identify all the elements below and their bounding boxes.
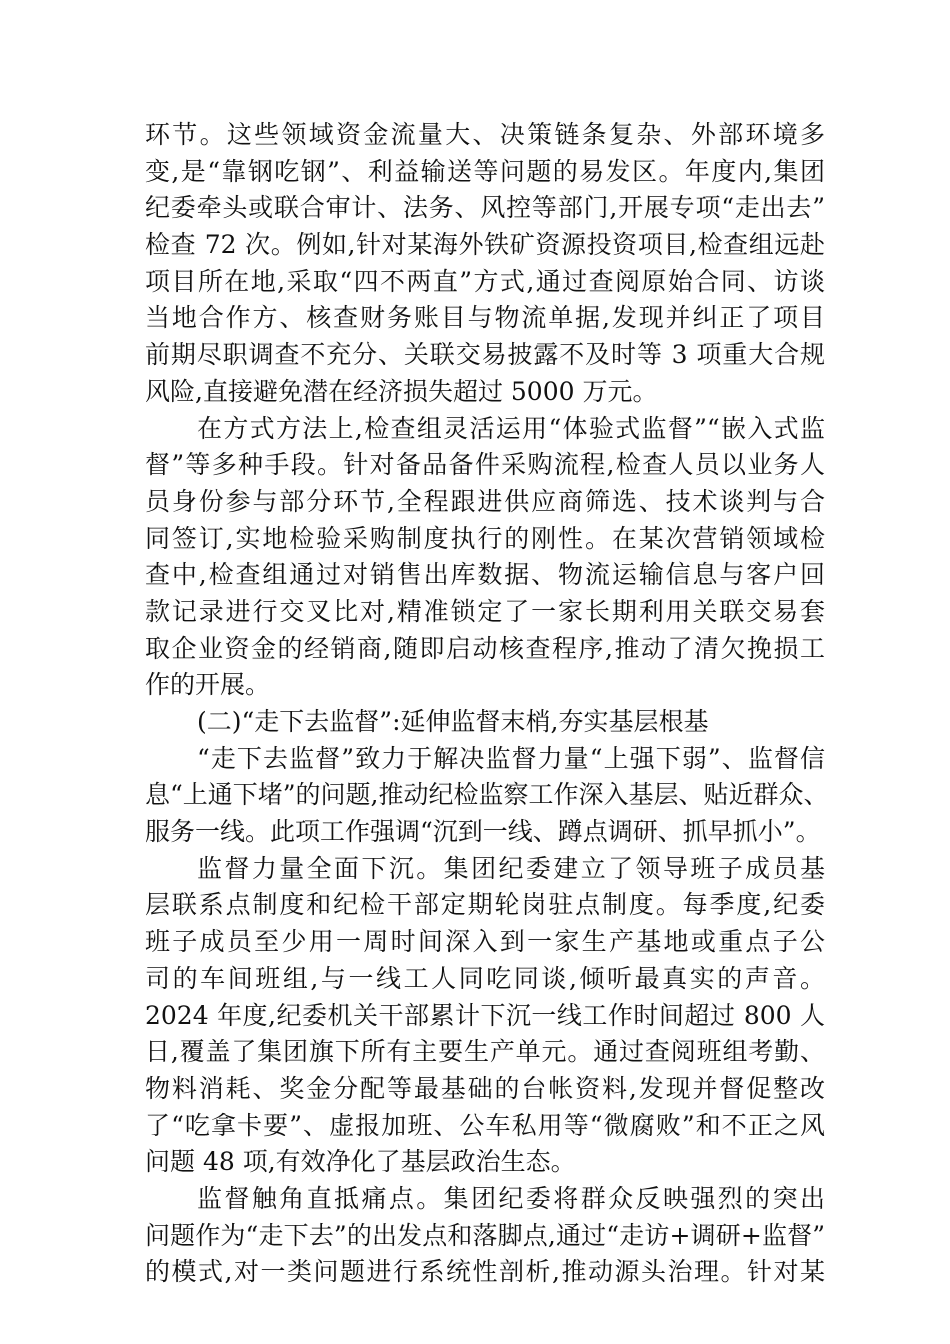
text-line: 作的开展。: [145, 670, 271, 700]
text-line: 服务一线。此项工作强调“沉到一线、蹲点调研、抓早抓小”。: [145, 817, 821, 847]
text-line: 项目所在地,采取“四不两直”方式,通过查阅原始合同、访谈: [145, 266, 825, 296]
text-line: 司的车间班组,与一线工人同吃同谈,倾听最真实的声音。: [145, 963, 825, 993]
text-line: 息“上通下堵”的问题,推动纪检监察工作深入基层、贴近群众、: [145, 780, 829, 810]
text-line: 2024 年度,纪委机关干部累计下沉一线工作时间超过 800 人: [145, 1000, 825, 1030]
text-line: 问题 48 项,有效净化了基层政治生态。: [145, 1147, 576, 1177]
text-line: 环节。这些领域资金流量大、决策链条复杂、外部环境多: [145, 120, 825, 149]
text-line: 的模式,对一类问题进行系统性剖析,推动源头治理。针对某: [145, 1257, 825, 1287]
text-line: 风险,直接避免潜在经济损失超过 5000 万元。: [145, 376, 658, 406]
text-line: 取企业资金的经销商,随即启动核查程序,推动了清欠挽损工: [145, 633, 825, 663]
text-line: 层联系点制度和纪检干部定期轮岗驻点制度。每季度,纪委: [145, 890, 825, 920]
text-line: 款记录进行交叉比对,精准锁定了一家长期利用关联交易套: [145, 596, 825, 626]
text-line: 前期尽职调查不充分、关联交易披露不及时等 3 项重大合规: [145, 340, 825, 370]
text-line: 班子成员至少用一周时间深入到一家生产基地或重点子公: [145, 927, 825, 957]
text-line: 监督力量全面下沉。集团纪委建立了领导班子成员基: [197, 853, 825, 883]
text-line: 了“吃拿卡要”、虚报加班、公车私用等“微腐败”和不正之风: [145, 1110, 825, 1140]
text-line: 同签订,实地检验采购制度执行的刚性。在某次营销领域检: [145, 523, 825, 553]
text-line: 日,覆盖了集团旗下所有主要生产单元。通过查阅班组考勤、: [145, 1037, 825, 1067]
text-line: 检查 72 次。例如,针对某海外铁矿资源投资项目,检查组远赴: [145, 230, 825, 260]
text-line: “走下去监督”致力于解决监督力量“上强下弱”、监督信: [197, 743, 825, 773]
text-line: 当地合作方、核查财务账目与物流单据,发现并纠正了项目: [145, 303, 825, 333]
text-line: 监督触角直抵痛点。集团纪委将群众反映强烈的突出: [197, 1183, 825, 1213]
text-line: 查中,检查组通过对销售出库数据、物流运输信息与客户回: [145, 560, 825, 590]
text-line: 督”等多种手段。针对备品备件采购流程,检查人员以业务人: [145, 450, 825, 480]
text-line: 物料消耗、奖金分配等最基础的台帐资料,发现并督促整改: [145, 1073, 825, 1103]
text-line: 变,是“靠钢吃钢”、利益输送等问题的易发区。年度内,集团: [145, 156, 825, 186]
text-line: 员身份参与部分环节,全程跟进供应商筛选、技术谈判与合: [145, 486, 825, 516]
text-line: 在方式方法上,检查组灵活运用“体验式监督”“嵌入式监: [197, 413, 825, 443]
text-line: 问题作为“走下去”的出发点和落脚点,通过“走访+调研+监督”: [145, 1220, 825, 1250]
text-line: 纪委牵头或联合审计、法务、风控等部门,开展专项“走出去”: [145, 193, 825, 223]
body-text: [145, 117, 829, 1291]
text-line: (二)“走下去监督”:延伸监督末梢,夯实基层根基: [197, 707, 709, 736]
